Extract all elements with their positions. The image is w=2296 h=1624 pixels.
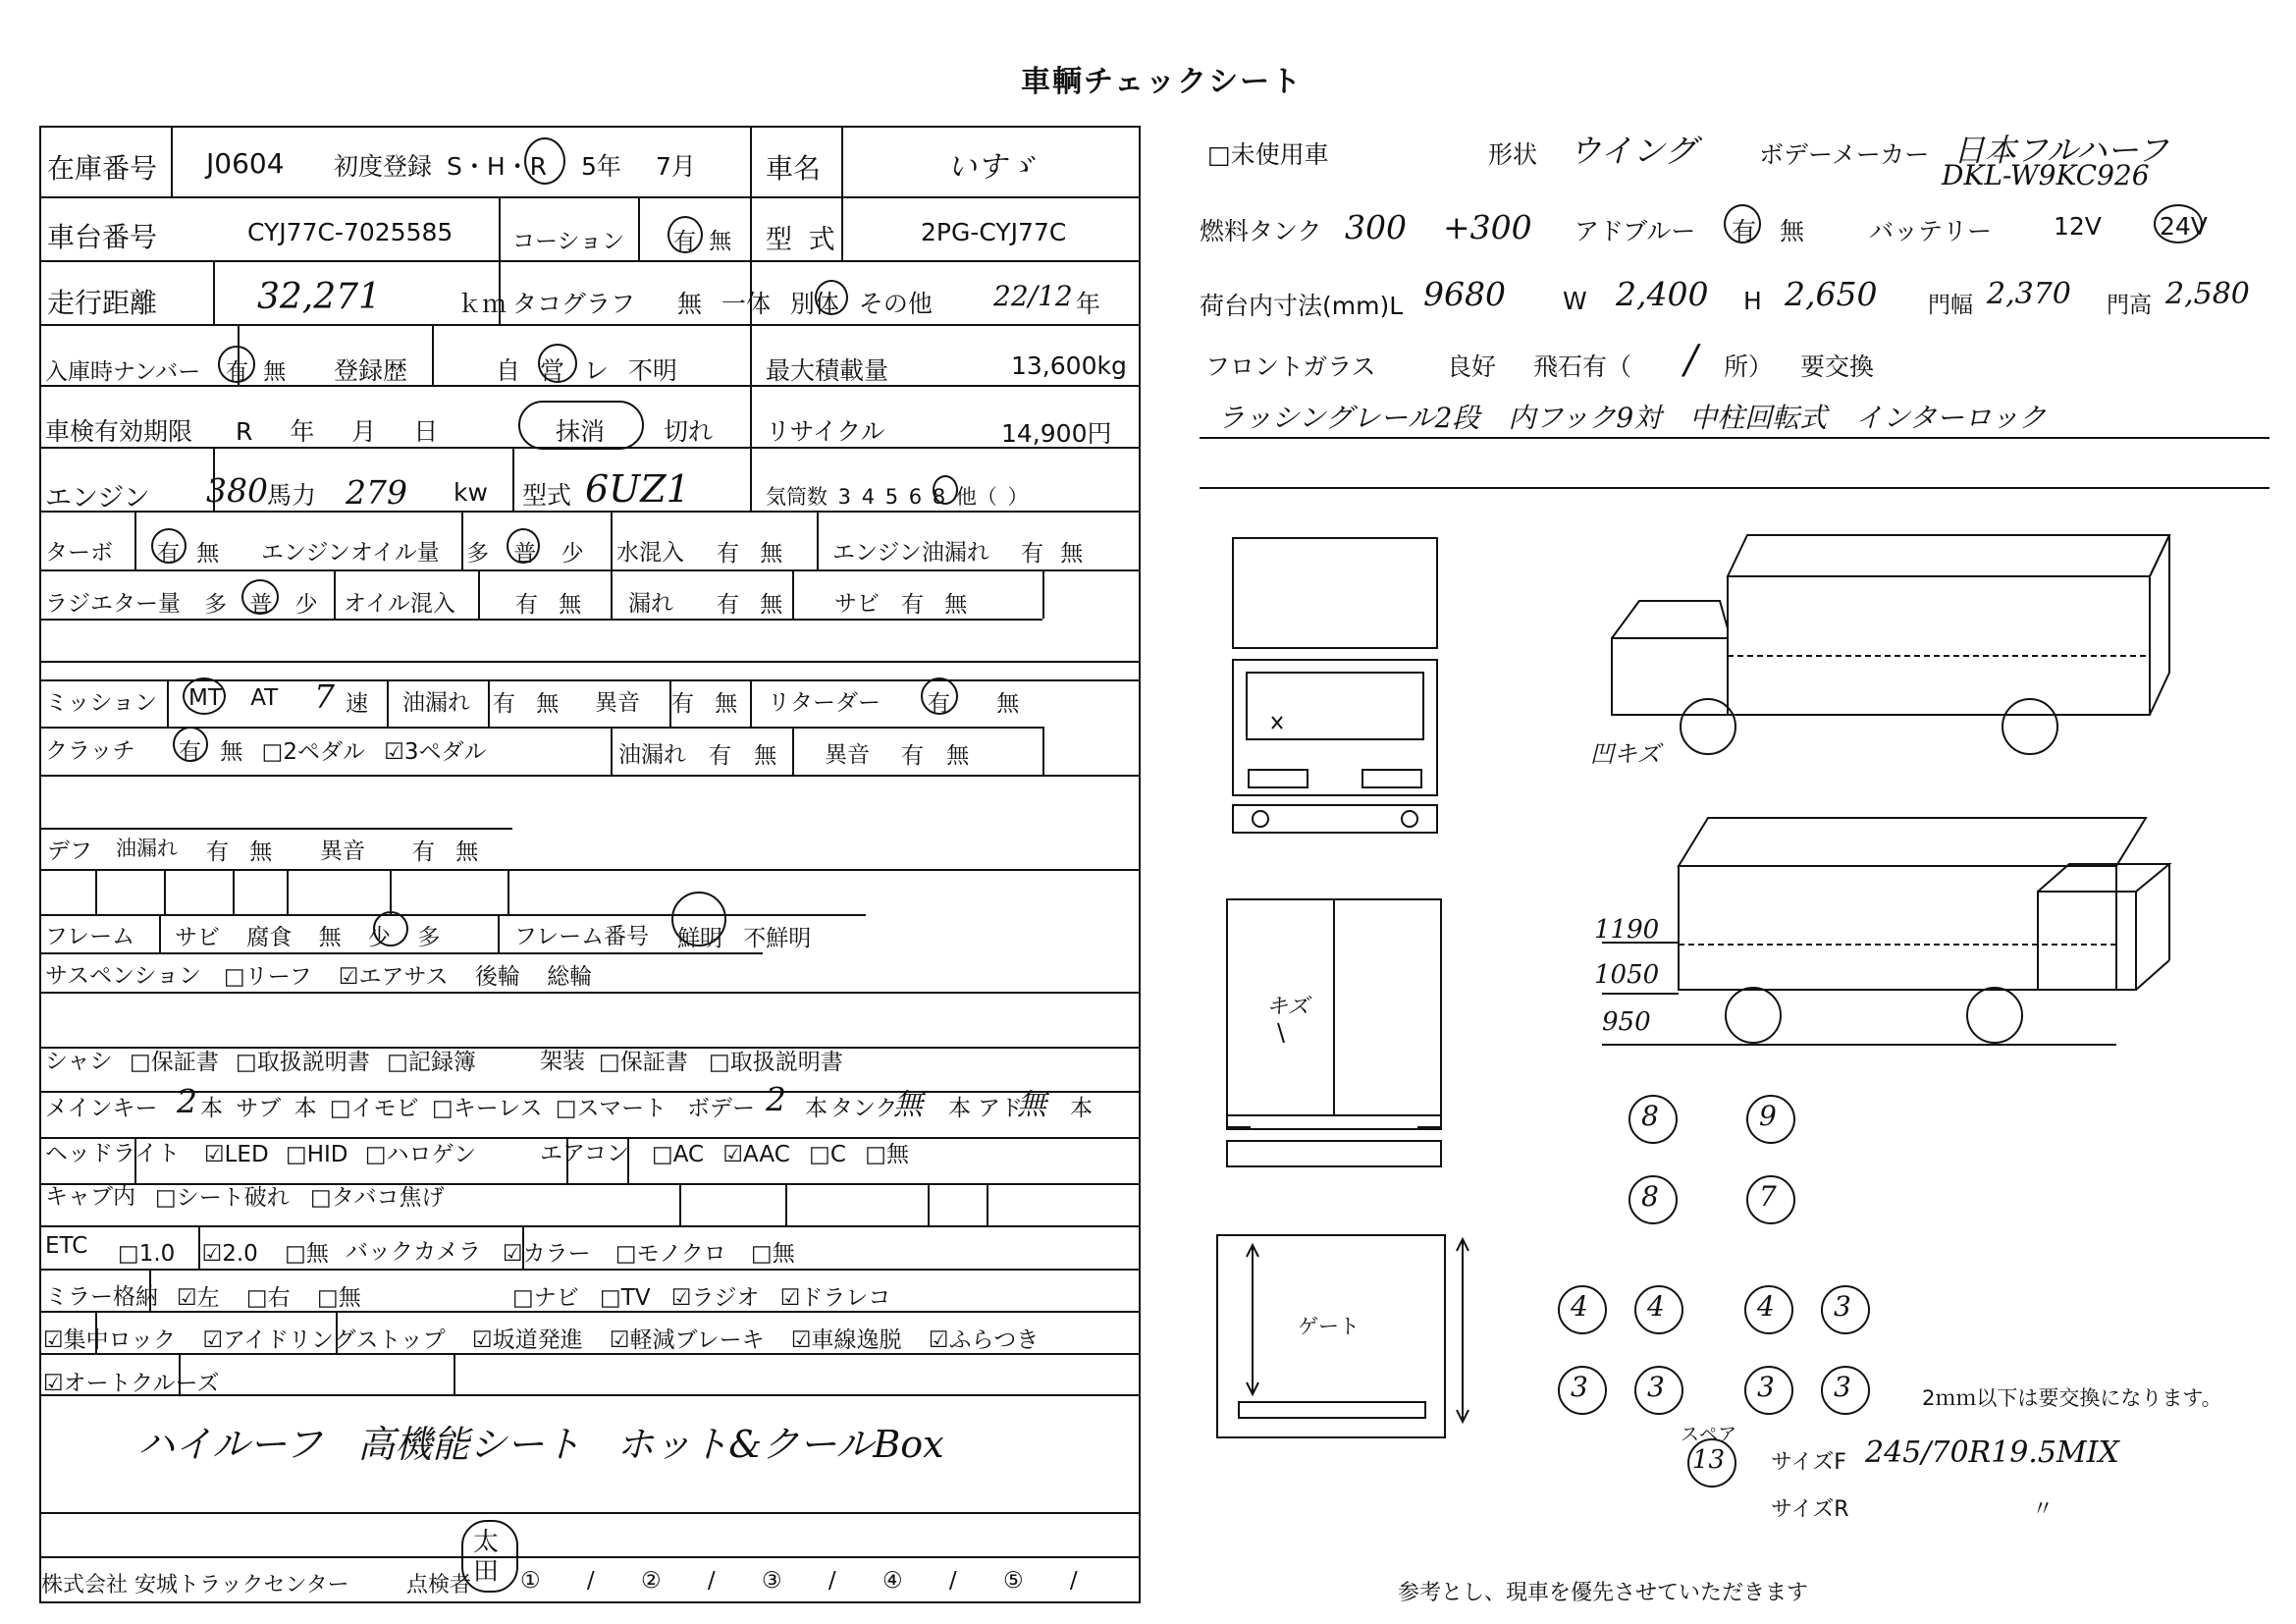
spare-label: スペア bbox=[1681, 1424, 1737, 1445]
model-value: 2PG-CYJ77C bbox=[921, 218, 1067, 246]
shape-label: 形状 bbox=[1488, 140, 1538, 169]
main-key-label: メインキー bbox=[45, 1096, 158, 1121]
bed-dims-label: 荷台内寸法(mm)L bbox=[1200, 292, 1404, 320]
tacho-options: 無 一体 別体 その他 bbox=[677, 290, 933, 318]
height-950: 950 bbox=[1602, 1007, 1651, 1037]
aircon-label: エアコン bbox=[540, 1141, 629, 1166]
kilowatt-label: kw bbox=[454, 478, 488, 507]
kilowatt: 279 bbox=[346, 473, 407, 512]
size-rear: 〃 bbox=[2032, 1497, 2055, 1522]
tank-key-unit: 本 bbox=[948, 1096, 971, 1121]
max-load-label: 最大積載量 bbox=[766, 356, 889, 385]
horsepower-label: 馬力 bbox=[267, 481, 317, 510]
engine-type: 6UZ1 bbox=[585, 467, 690, 511]
cancelled-text: 抹消 bbox=[556, 417, 606, 446]
clutch-leak-label: 油漏れ bbox=[618, 742, 686, 768]
tire-value: 3 bbox=[1757, 1371, 1775, 1403]
side-view-2-body bbox=[1679, 866, 2116, 990]
inspection-slots: ① / ② / ③ / ④ / ⑤ / bbox=[520, 1568, 1078, 1594]
recycle-fee: 14,900円 bbox=[1001, 419, 1112, 448]
unused-checkbox: □未使用車 bbox=[1207, 140, 1329, 169]
mission-speed: 7 bbox=[314, 677, 335, 716]
battery-24v: 24V bbox=[2160, 212, 2208, 241]
tire-value: 3 bbox=[1571, 1371, 1588, 1403]
retarder-options: 有 無 bbox=[928, 691, 1020, 717]
tank-key-value: 無 bbox=[893, 1088, 923, 1122]
reg-year: 5年 bbox=[581, 152, 621, 181]
battery-12v: 12V bbox=[2054, 212, 2102, 241]
engine-type-label: 型式 bbox=[522, 481, 572, 510]
fuel-tank-1: 300 bbox=[1345, 208, 1407, 246]
body-maker-label: ボデーメーカー bbox=[1759, 140, 1930, 169]
suspension-options: □リーフ ☑エアサス 後輪 総輪 bbox=[224, 964, 593, 990]
chassis-docs-label: シャシ bbox=[45, 1049, 113, 1074]
nav-options: □ナビ □TV ☑ラジオ ☑ドラレコ bbox=[512, 1285, 891, 1311]
ad-key-value: 無 bbox=[1017, 1088, 1046, 1122]
rust-options: 有 無 bbox=[901, 592, 968, 618]
aircon-options: □AC ☑AAC □C □無 bbox=[652, 1142, 909, 1167]
inspector-label: 点検者 bbox=[406, 1573, 472, 1597]
reg-history-label: 登録歴 bbox=[334, 356, 408, 385]
diff-noise-options: 有 無 bbox=[412, 839, 479, 865]
turbo-label: ターボ bbox=[45, 540, 113, 566]
coating-label: コーション bbox=[512, 229, 625, 254]
clutch-label: クラッチ bbox=[45, 738, 135, 764]
headlight-options: ☑LED □HID □ハロゲン bbox=[204, 1142, 477, 1167]
frame-number-options: 鮮明 不鮮明 bbox=[677, 926, 812, 951]
safety-options: ☑集中ロック ☑アイドリングストップ ☑坂道発進 ☑軽減ブレーキ ☑車線逸脱 ☑ふらつき bbox=[43, 1327, 1040, 1353]
gate-height: 2,580 bbox=[2165, 277, 2250, 311]
mirror-label: ミラー格納 bbox=[45, 1284, 158, 1310]
back-camera-label: バックカメラ bbox=[346, 1239, 481, 1265]
mission-leak-label: 油漏れ bbox=[402, 690, 470, 716]
headlight-label: ヘッドライト bbox=[45, 1141, 181, 1166]
inspector-stamp-text: 太田 bbox=[473, 1528, 500, 1587]
tank-key-label: タンク bbox=[830, 1096, 898, 1121]
tire-value: 3 bbox=[1647, 1371, 1665, 1403]
tire-value: 9 bbox=[1759, 1100, 1777, 1132]
max-load: 13,600kg bbox=[1011, 352, 1127, 380]
ad-key-unit: 本 bbox=[1070, 1096, 1093, 1121]
side-view-1-body bbox=[1728, 576, 2150, 715]
handwritten-notes: ハイルーフ 高機能シート ホット&クールBox bbox=[137, 1423, 944, 1466]
suspension-label: サスペンション bbox=[45, 963, 202, 989]
inspection-label: 車検有効期限 bbox=[45, 417, 193, 446]
cab-options: □シート破れ □タバコ焦げ bbox=[155, 1185, 445, 1211]
clutch-noise-label: 異音 bbox=[825, 742, 870, 768]
size-front: 245/70R19.5MIX bbox=[1865, 1435, 2119, 1470]
side-view-1-cab bbox=[1612, 638, 1728, 715]
chassis-label: 車台番号 bbox=[47, 221, 158, 253]
tire-value: 4 bbox=[1571, 1290, 1588, 1323]
scratch-note: キズ bbox=[1266, 995, 1309, 1019]
tire-note: 2ｍｍ以下は要交換になります。 bbox=[1922, 1386, 2222, 1410]
vehicle-name: いすゞ bbox=[947, 150, 1036, 185]
gate-label: ゲート bbox=[1298, 1315, 1360, 1338]
mirror-options: ☑左 □右 □無 bbox=[177, 1285, 361, 1311]
mileage-label: 走行距離 bbox=[47, 287, 158, 319]
stock-label: 在庫番号 bbox=[47, 152, 158, 185]
plate-label: 入庫時ナンバー bbox=[45, 359, 201, 385]
back-camera-options: ☑カラー □モノクロ □無 bbox=[503, 1241, 795, 1267]
bed-height-label: H bbox=[1743, 287, 1762, 315]
bed-length: 9680 bbox=[1423, 275, 1506, 313]
clutch-noise-options: 有 無 bbox=[901, 743, 970, 769]
diff-noise-label: 異音 bbox=[320, 839, 365, 864]
frame-options: サビ 腐食 無 少 多 bbox=[175, 925, 441, 950]
front-view-body bbox=[1233, 538, 1437, 648]
etc-options: □1.0 ☑2.0 □無 bbox=[118, 1241, 329, 1267]
tacho-year: 22/12 bbox=[993, 280, 1073, 312]
windshield-options-end: 所） 要交換 bbox=[1724, 352, 1874, 381]
clutch-options: 有 無 □2ペダル ☑3ペダル bbox=[179, 739, 487, 765]
diff-leak-options: 有 無 bbox=[206, 839, 273, 865]
shape-value: ウイング bbox=[1569, 132, 1697, 170]
engine-oil-options: 多 普 少 bbox=[466, 541, 584, 567]
radiator-options: 多 普 少 bbox=[204, 592, 318, 618]
tacho-year-unit: 年 bbox=[1076, 290, 1101, 318]
radiator-label: ラジエター量 bbox=[45, 591, 181, 617]
engine-oil-label: エンジンオイル量 bbox=[261, 540, 440, 566]
dent-note: 凹キズ bbox=[1590, 740, 1661, 768]
horsepower: 380 bbox=[206, 471, 268, 510]
size-front-label: サイズF bbox=[1771, 1450, 1846, 1475]
mission-noise-options: 有 無 bbox=[671, 691, 738, 717]
fuel-tank-label: 燃料タンク bbox=[1200, 217, 1322, 245]
chassis-number: CYJ77C-7025585 bbox=[247, 218, 454, 246]
mileage-unit: ｋｍ bbox=[457, 290, 507, 318]
mileage-value: 32,271 bbox=[257, 277, 381, 317]
tire-value: 8 bbox=[1641, 1180, 1659, 1213]
cab-label: キャブ内 bbox=[45, 1184, 135, 1210]
chassis-docs-options: □保証書 □取扱説明書 □記録簿 bbox=[130, 1050, 476, 1075]
engine-leak-options: 有 無 bbox=[1021, 541, 1084, 567]
turbo-options: 有 無 bbox=[157, 541, 220, 567]
body-docs-options: □保証書 □取扱説明書 bbox=[599, 1050, 843, 1075]
main-key-options: 本 サブ 本 □イモビ □キーレス □スマート bbox=[200, 1096, 667, 1121]
windshield-chip-count: / bbox=[1684, 338, 1698, 383]
expired-text: 切れ bbox=[664, 417, 714, 446]
retarder-label: リターダー bbox=[768, 690, 881, 716]
tire-value: 7 bbox=[1759, 1180, 1777, 1213]
windshield-options: 良好 飛石有（ bbox=[1447, 352, 1631, 381]
plate-options: 有 無 bbox=[226, 359, 287, 385]
leak-options: 有 無 bbox=[717, 592, 783, 618]
frame-label: フレーム bbox=[45, 924, 135, 949]
clutch-leak-options: 有 無 bbox=[709, 743, 777, 769]
mission-label: ミッション bbox=[45, 690, 158, 716]
main-key-count: 2 bbox=[177, 1082, 197, 1120]
leak-label: 漏れ bbox=[628, 591, 673, 617]
diff-label: デフ bbox=[47, 839, 92, 864]
side-view-2-cab bbox=[2038, 892, 2136, 990]
ad-key-label: アド bbox=[978, 1096, 1023, 1121]
reg-label: 初度登録 bbox=[334, 152, 433, 181]
engine-label: エンジン bbox=[45, 483, 150, 514]
water-label: 水混入 bbox=[616, 540, 684, 566]
tire-value: 4 bbox=[1647, 1290, 1665, 1323]
name-label: 車名 bbox=[766, 152, 822, 185]
bed-width-label: W bbox=[1563, 287, 1587, 315]
body-maker: 日本フルハーフ bbox=[1953, 132, 2168, 169]
size-rear-label: サイズR bbox=[1771, 1497, 1849, 1522]
engine-leak-label: エンジン油漏れ bbox=[832, 540, 989, 566]
equipment-notes: ラッシングレール2段 内フック9対 中柱回転式 インターロック bbox=[1217, 402, 2047, 434]
mission-leak-options: 有 無 bbox=[493, 691, 560, 717]
page-title: 車輌チェックシート bbox=[1021, 65, 1304, 99]
reg-era: S・H・R bbox=[447, 152, 548, 181]
adblue-label: アドブルー bbox=[1575, 217, 1696, 245]
rust-label: サビ bbox=[834, 591, 880, 617]
stock-number: J0604 bbox=[206, 147, 285, 180]
front-view-cab bbox=[1233, 660, 1437, 795]
spare-value: 13 bbox=[1692, 1445, 1726, 1475]
bed-width: 2,400 bbox=[1616, 275, 1709, 313]
side-view-1-top bbox=[1728, 535, 2169, 576]
reg-history-options: 自 営 レ 不明 bbox=[496, 356, 677, 385]
body-key-unit: 本 bbox=[805, 1096, 828, 1121]
inspection-fields: R 年 月 日 bbox=[236, 417, 439, 446]
speed-label: 速 bbox=[346, 691, 368, 717]
body-docs-label: 架装 bbox=[540, 1049, 585, 1074]
battery-label: バッテリー bbox=[1869, 217, 1993, 245]
oil-mix-options: 有 無 bbox=[515, 592, 582, 618]
etc-label: ETC bbox=[45, 1233, 88, 1259]
mission-options: MT AT bbox=[188, 685, 279, 711]
gate-width-label: 門幅 bbox=[1928, 293, 1973, 318]
side-view-2-top bbox=[1679, 818, 2146, 866]
height-1190: 1190 bbox=[1594, 915, 1660, 945]
cruise-option: ☑オートクルーズ bbox=[43, 1371, 220, 1396]
windshield-label: フロントガラス bbox=[1205, 352, 1376, 381]
tire-value: 4 bbox=[1757, 1290, 1775, 1323]
reg-month: 7月 bbox=[656, 152, 696, 181]
oil-mix-label: オイル混入 bbox=[344, 591, 455, 617]
body-key-count: 2 bbox=[766, 1080, 786, 1118]
bed-height: 2,650 bbox=[1785, 275, 1878, 313]
body-key-label: ボデー bbox=[687, 1096, 755, 1121]
body-maker-code: DKL-W9KC926 bbox=[1942, 159, 2150, 191]
coating-options: 有 無 bbox=[673, 229, 732, 254]
gate-width: 2,370 bbox=[1987, 277, 2071, 311]
tire-value: 3 bbox=[1834, 1290, 1851, 1323]
reference-note: 参考とし、現車を優先させていただきます bbox=[1398, 1581, 1809, 1605]
frame-number-label: フレーム番号 bbox=[514, 924, 650, 949]
recycle-label: リサイクル bbox=[766, 417, 885, 446]
fuel-tank-2: +300 bbox=[1443, 208, 1532, 246]
height-1050: 1050 bbox=[1594, 960, 1660, 990]
tire-value: 8 bbox=[1641, 1100, 1659, 1132]
mission-noise-label: 異音 bbox=[595, 690, 640, 716]
tire-value: 3 bbox=[1834, 1371, 1851, 1403]
adblue-options: 有 無 bbox=[1732, 217, 1804, 245]
gate-height-label: 門高 bbox=[2107, 293, 2152, 318]
water-options: 有 無 bbox=[717, 541, 783, 567]
tacho-label: タコグラフ bbox=[512, 290, 636, 318]
company-name: 株式会社 安城トラックセンター bbox=[41, 1573, 349, 1597]
diff-leak-label: 油漏れ bbox=[116, 837, 178, 860]
model-label: 型 式 bbox=[766, 225, 835, 255]
cylinder-label: 気筒数 3 4 5 6 8 他（ ） bbox=[766, 485, 1029, 509]
